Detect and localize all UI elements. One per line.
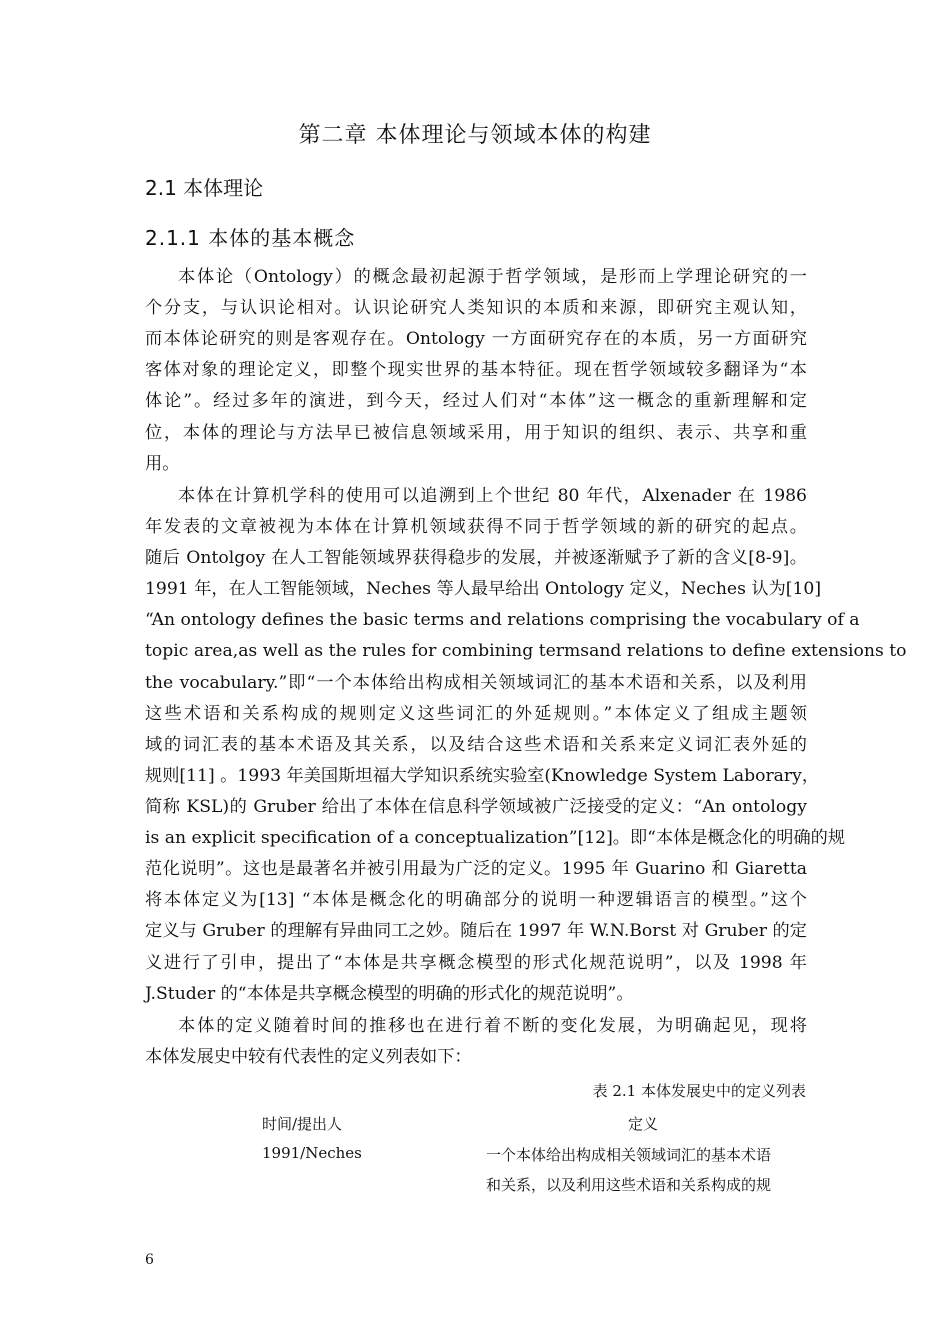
- table-header-time: 时间/提出人: [262, 1115, 343, 1133]
- page-number: 6: [145, 1252, 154, 1268]
- paragraph-line: 规则[11] 。1993 年美国斯坦福大学知识系统实验室(Knowledge System Laborary，: [145, 766, 820, 786]
- paragraph-line: 简称 KSL)的 Gruber 给出了本体在信息科学领域被广泛接受的定义：“An ontology: [145, 797, 807, 817]
- paragraph-line: 体论”。经过多年的演进，到今天，经过人们对“本体”这一概念的重新理解和定: [145, 391, 807, 411]
- paragraph-line: 本体论（Ontology）的概念最初起源于哲学领域，是形而上学理论研究的一: [178, 267, 807, 287]
- paragraph-line: the vocabulary.”即“一个本体给出构成相关领域词汇的基本术语和关系，以及利用: [145, 673, 807, 693]
- paragraph-line: 客体对象的理论定义，即整个现实世界的基本特征。现在哲学领域较多翻译为“本: [145, 360, 807, 380]
- paragraph-line: 本体发展史中较有代表性的定义列表如下：: [145, 1047, 472, 1067]
- table-cell-definition: 和关系，以及利用这些术语和关系构成的规: [486, 1176, 772, 1194]
- paragraph-line: J.Studer 的“本体是共享概念模型的明确的形式化的规范说明”。: [145, 984, 634, 1004]
- subsection-heading: 2.1.1 本体的基本概念: [145, 226, 356, 250]
- paragraph-line: 位，本体的理论与方法早已被信息领域采用，用于知识的组织、表示、共享和重: [145, 423, 807, 443]
- section-heading: 2.1 本体理论: [145, 176, 264, 200]
- paragraph-line: 本体在计算机学科的使用可以追溯到上个世纪 80 年代，Alxenader 在 1986: [178, 486, 807, 506]
- paragraph-line: 范化说明”。这也是最著名并被引用最为广泛的定义。1995 年 Guarino 和 Giaretta: [145, 859, 807, 879]
- paragraph-line: 年发表的文章被视为本体在计算机领域获得不同于哲学领域的新的研究的起点。: [145, 517, 807, 537]
- paragraph-line: 随后 Ontolgoy 在人工智能领域界获得稳步的发展，并被逐渐赋予了新的含义[8-9]。: [145, 548, 807, 568]
- paragraph-line: 本体的定义随着时间的推移也在进行着不断的变化发展，为明确起见，现将: [178, 1016, 807, 1036]
- paragraph-line: topic area,as well as the rules for combining termsand relations to define extensions to: [145, 641, 907, 661]
- paragraph-line: 域的词汇表的基本术语及其关系，以及结合这些术语和关系来定义词汇表外延的: [145, 735, 807, 755]
- paragraph-line: 而本体论研究的则是客观存在。Ontology 一方面研究存在的本质，另一方面研究: [145, 329, 807, 349]
- paragraph-line: 义进行了引申，提出了“本体是共享概念模型的形式化规范说明”，以及 1998 年: [145, 953, 807, 973]
- table-header-definition: 定义: [628, 1115, 659, 1133]
- table-cell-definition: 一个本体给出构成相关领域词汇的基本术语: [486, 1146, 772, 1164]
- paragraph-line: 个分支，与认识论相对。认识论研究人类知识的本质和来源，即研究主观认知，: [145, 298, 807, 318]
- paragraph-line: 这些术语和关系构成的规则定义这些词汇的外延规则。”本体定义了组成主题领: [145, 704, 807, 724]
- chapter-title: 第二章 本体理论与领域本体的构建: [298, 123, 652, 148]
- table-caption: 表 2.1 本体发展史中的定义列表: [592, 1082, 806, 1100]
- paragraph-line: 用。: [145, 454, 180, 474]
- paragraph-line: 将本体定义为[13] “本体是概念化的明确部分的说明一种逻辑语言的模型。”这个: [145, 890, 807, 910]
- paragraph-line: 定义与 Gruber 的理解有异曲同工之妙。随后在 1997 年 W.N.Borst 对 Gruber 的定: [145, 921, 807, 941]
- paragraph-line: “An ontology defines the basic terms and relations comprising the vocabulary of a: [145, 610, 860, 630]
- paragraph-line: 1991 年，在人工智能领域，Neches 等人最早给出 Ontology 定义，Neches 认为[10]: [145, 579, 822, 599]
- table-cell-time: 1991/Neches: [262, 1144, 362, 1162]
- paragraph-line: is an explicit specification of a conceptualization”[12]。即“本体是概念化的明确的规: [145, 828, 846, 848]
